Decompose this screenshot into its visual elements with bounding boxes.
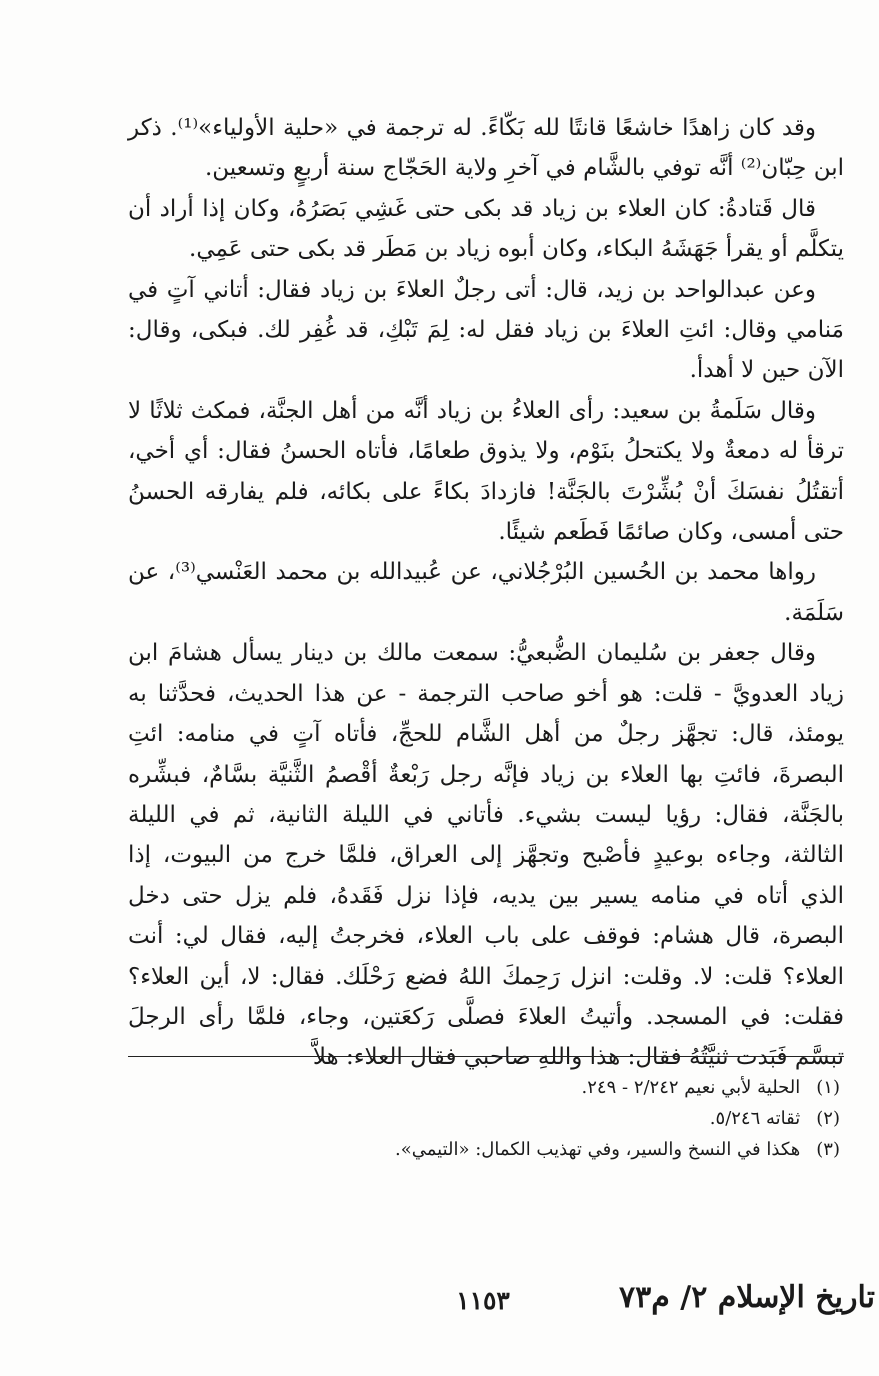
footnote-text: الحلية لأبي نعيم ٢/٢٤٢ - ٢٤٩. — [581, 1077, 801, 1098]
footnote-divider — [128, 1056, 844, 1057]
main-text — [128, 108, 844, 1078]
footnote-number: (٣) — [816, 1139, 840, 1160]
footnote-number: (٢) — [816, 1108, 840, 1129]
page-number: ١١٥٣ — [456, 1286, 510, 1315]
signature-mark: تاريخ الإسلام ٢/ م٧٣ — [619, 1280, 875, 1315]
footnote — [128, 1072, 844, 1103]
footnote-text: ثقاته ٥/٢٤٦. — [709, 1108, 801, 1129]
paragraph: وقال سَلَمةُ بن سعيد: رأى العلاءُ بن زياد أنَّه من أهل الجنَّة، فمكث ثلاثًا لا ترقأ له دمعةٌ ولا يكتحلُ بنَوْم، ولا يذوق طعامًا، فأتاه الحسنُ فقال: أي أخي، أتقتُلُ نفسَكَ أنْ بُشِّرْتَ بالجَنَّة! فازدادَ بكاءً على بكائه، فلم يفارقه الحسنُ حتى أمسى، وكان صائمًا فَطَعم شيئًا. — [128, 397, 844, 546]
paragraph: وقد كان زاهدًا خاشعًا قانتًا لله بَكّاءً. له ترجمة في «حلية الأولياء»⁽¹⁾. ذكر ابن حِبّان⁽²⁾ أنَّه توفي بالشَّام في آخرِ ولاية الحَجّاج سنة أربعٍ وتسعين. — [128, 115, 844, 182]
footnote-text: هكذا في النسخ والسير، وفي تهذيب الكمال: «التيمي». — [395, 1139, 801, 1160]
footnotes — [128, 1072, 844, 1165]
paragraph: قال قَتادةُ: كان العلاء بن زياد قد بكى حتى غَشِي بَصَرُهُ، وكان إذا أراد أن يتكلَّم أو يقرأ جَهَشَهُ البكاء، وكان أبوه زياد بن مَطَر قد بكى حتى عَمِي. — [128, 195, 844, 263]
footnote-number: (١) — [816, 1077, 840, 1098]
paragraph: وعن عبدالواحد بن زيد، قال: أتى رجلٌ العلاءَ بن زياد فقال: أتاني آتٍ في مَنامي وقال: ائتِ العلاءَ بن زياد فقل له: لِمَ تَبْكِ، قد غُفِر لك. فبكى، وقال: الآن حين لا أهدأ. — [128, 276, 844, 384]
footnote — [128, 1134, 844, 1165]
footnote — [128, 1103, 844, 1134]
paragraph: رواها محمد بن الحُسين البُرْجُلاني، عن عُبيدالله بن محمد العَنْسي⁽³⁾، عن سَلَمَة. — [128, 559, 844, 626]
paragraph: وقال جعفر بن سُليمان الضُّبعيُّ: سمعت مالك بن دينار يسأل هشامَ ابن زياد العدويَّ - قلت: هو أخو صاحب الترجمة - عن هذا الحديث، فحدَّثنا به يومئذ، قال: تجهَّز رجلٌ من أهل الشَّام للحجِّ، فأتاه آتٍ في منامه: ائتِ البصرةَ، فائتِ بها العلاء بن زياد فإنَّه رجل رَبْعةٌ أقْصمُ الثَّنيَّة بسَّامٌ، فبشِّره بالجَنَّة، فقال: رؤيا ليست بشيء. فأتاني في الليلة الثانية، ثم في الليلة الثالثة، وجاءه بوعيدٍ فأصْبح وتجهَّز إلى العراق، فلمَّا خرج من البيوت، إذا الذي أتاه في منامه يسير بين يديه، فإذا نزل فَقَدهُ، فلم يزل حتى دخل البصرة، قال هشام: فوقف على باب العلاء، فخرجتُ إليه، فقال لي: أنت العلاء؟ قلت: لا. وقلت: انزل رَحِمكَ اللهُ فضع رَحْلَك. فقال: لا، أين العلاء؟ فقلت: في المسجد. وأتيتُ العلاءَ فصلَّى رَكعَتين، وجاء، فلمَّا رأى الرجلَ تبسَّم فَبَدت ثنيَّتُهُ فقال: هذا واللهِ صاحبي فقال العلاء: هلاَّ — [128, 640, 844, 1071]
